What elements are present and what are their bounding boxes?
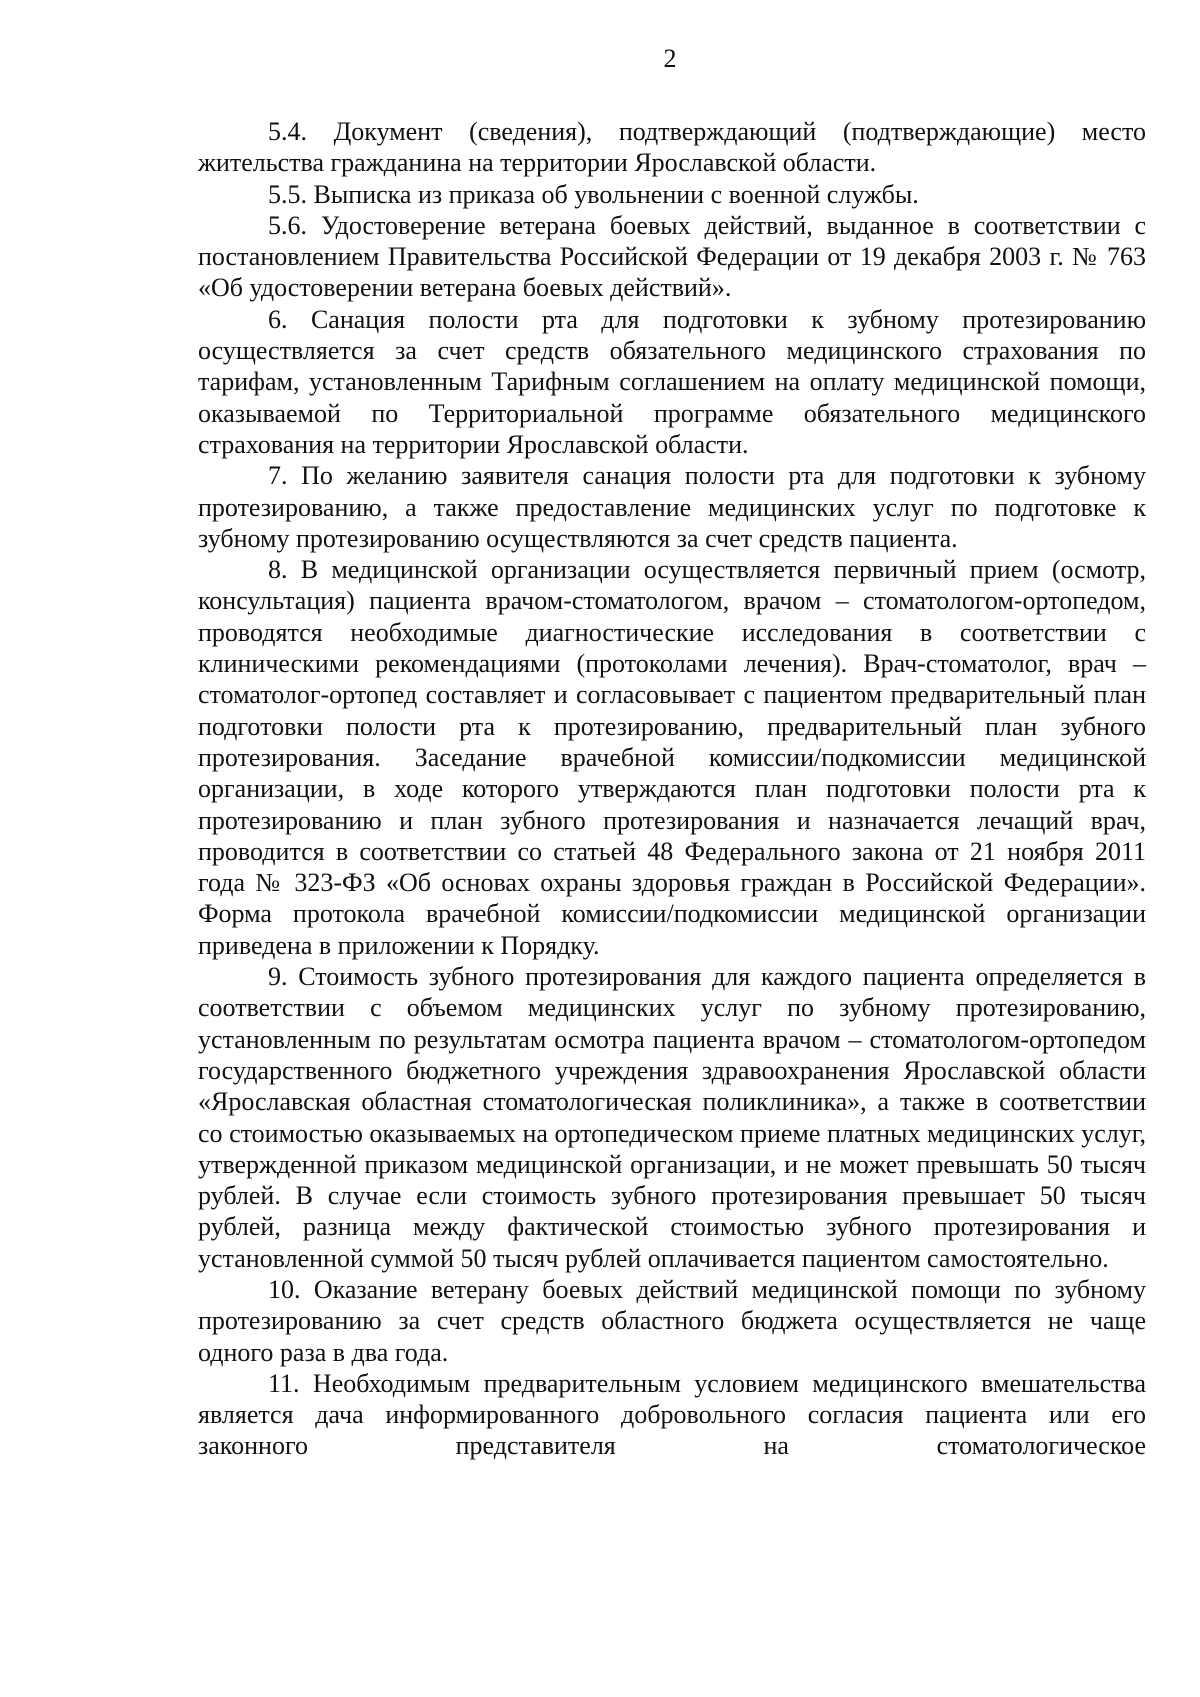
paragraph-5-6: 5.6. Удостоверение ветерана боевых действий, выданное в соответствии с постановлением Правительства Российской Федерации от 19 декабря 2003 г. № 763 «Об удостоверении ветерана боевых действий». bbox=[198, 210, 1146, 303]
paragraph-6: 6. Санация полости рта для подготовки к зубному протезированию осуществляется за счет средств обязательного медицинского страхования по тарифам, установленным Тарифным соглашением на оплату медицинской помощи, оказываемой по Территориальной программе обязательного медицинского страхования на территории Ярославской области. bbox=[198, 304, 1146, 459]
paragraph-8: 8. В медицинской организации осуществляется первичный прием (осмотр, консультация) пациента врачом-стоматологом, врачом – стоматологом-ортопедом, проводятся необходимые диагностические исследования в соответствии с клиническими рекомендациями (протоколами лечения). Врач-стоматолог, врач – стоматолог-ортопед составляет и согласовывает с пациентом предварительный план подготовки полости рта к протезированию, предварительный план зубного протезирования. Заседание врачебной комиссии/подкомиссии медицинской организации, в ходе которого утверждаются план подготовки полости рта к протезированию и план зубного протезирования и назначается лечащий врач, проводится в соответствии со статьей 48 Федерального закона от 21 ноября 2011 года № 323-ФЗ «Об основах охраны здоровья граждан в Российской Федерации». Форма протокола врачебной комиссии/подкомиссии медицинской организации приведена в приложении к Порядку. bbox=[198, 555, 1146, 960]
document-body bbox=[198, 116, 1146, 1462]
paragraph-5-5: 5.5. Выписка из приказа об увольнении с военной службы. bbox=[268, 179, 919, 209]
paragraph-5-4: 5.4. Документ (сведения), подтверждающий (подтверждающие) место жительства гражданина на территории Ярославской области. bbox=[198, 117, 1146, 178]
paragraph-11: 11. Необходимым предварительным условием медицинского вмешательства является дача информированного добровольного согласия пациента или его законного представителя на стоматологическое bbox=[198, 1368, 1146, 1461]
page-number: 2 bbox=[663, 44, 677, 73]
paragraph-10: 10. Оказание ветерану боевых действий медицинской помощи по зубному протезированию за счет средств областного бюджета осуществляется не чаще одного раза в два года. bbox=[198, 1274, 1146, 1367]
paragraph-7: 7. По желанию заявителя санация полости рта для подготовки к зубному протезированию, а также предоставление медицинских услуг по подготовке к зубному протезированию осуществляются за счет средств пациента. bbox=[198, 461, 1146, 553]
paragraph-9: 9. Стоимость зубного протезирования для каждого пациента определяется в соответствии с объемом медицинских услуг по зубному протезированию, установленным по результатам осмотра пациента врачом – стоматологом-ортопедом государственного бюджетного учреждения здравоохранения Ярославской области «Ярославская областная стоматологическая поликлиника», а также в соответствии со стоимостью оказываемых на ортопедическом приеме платных медицинских услуг, утвержденной приказом медицинской организации, и не может превышать 50 тысяч рублей. В случае если стоимость зубного протезирования превышает 50 тысяч рублей, разница между фактической стоимостью зубного протезирования и установленной суммой 50 тысяч рублей оплачивается пациентом самостоятельно. bbox=[198, 962, 1146, 1273]
